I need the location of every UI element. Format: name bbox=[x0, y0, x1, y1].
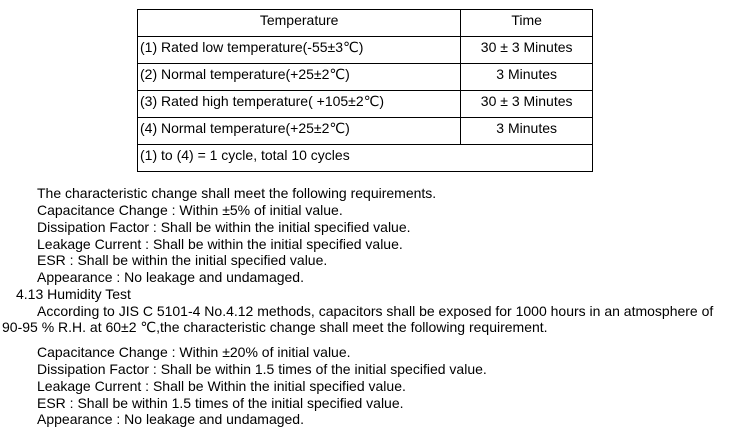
requirement-item: Dissipation Factor : Shall be within the initial specified value. bbox=[37, 219, 411, 235]
section-heading: 4.13 Humidity Test bbox=[16, 286, 131, 302]
humidity-requirement-item: Capacitance Change : Within ±20% of initial value. bbox=[37, 344, 351, 360]
row-temperature: (1) Rated low temperature(-55±3℃) bbox=[138, 37, 461, 64]
row-temperature: (4) Normal temperature(+25±2℃) bbox=[138, 118, 461, 145]
table-row bbox=[138, 91, 593, 118]
humidity-paragraph-line1: According to JIS C 5101-4 No.4.12 methods, capacitors shall be exposed for 1000 hours in an atmosphere of bbox=[37, 303, 714, 319]
row-time: 3 Minutes bbox=[461, 118, 593, 145]
requirement-item: Leakage Current : Shall be within the initial specified value. bbox=[37, 236, 403, 252]
humidity-requirement-item: Dissipation Factor : Shall be within 1.5 times of the initial specified value. bbox=[37, 361, 487, 377]
header-temperature: Temperature bbox=[138, 10, 461, 37]
row-temperature: (3) Rated high temperature( +105±2℃) bbox=[138, 91, 461, 118]
requirement-item: Capacitance Change : Within ±5% of initial value. bbox=[37, 202, 343, 218]
humidity-requirement-item: ESR : Shall be within 1.5 times of the initial specified value. bbox=[37, 395, 404, 411]
table-row bbox=[138, 64, 593, 91]
thermal-requirements-intro: The characteristic change shall meet the following requirements. bbox=[37, 185, 437, 201]
row-temperature: (2) Normal temperature(+25±2℃) bbox=[138, 64, 461, 91]
table-note-row bbox=[138, 145, 593, 172]
row-time: 3 Minutes bbox=[461, 64, 593, 91]
row-time: 30 ± 3 Minutes bbox=[461, 37, 593, 64]
cycle-note: (1) to (4) = 1 cycle, total 10 cycles bbox=[138, 145, 593, 172]
humidity-requirement-item: Appearance : No leakage and undamaged. bbox=[37, 411, 304, 427]
requirement-item: Appearance : No leakage and undamaged. bbox=[37, 269, 304, 285]
table-row bbox=[138, 37, 593, 64]
table-row bbox=[138, 118, 593, 145]
requirement-item: ESR : Shall be within the initial specified value. bbox=[37, 252, 328, 268]
table-header-row bbox=[138, 10, 593, 37]
temperature-cycle-table bbox=[137, 9, 593, 172]
humidity-paragraph-line2: 90-95 % R.H. at 60±2 ℃,the characteristic change shall meet the following requirement. bbox=[2, 319, 548, 335]
header-time: Time bbox=[461, 10, 593, 37]
row-time: 30 ± 3 Minutes bbox=[461, 91, 593, 118]
humidity-requirement-item: Leakage Current : Shall be Within the initial specified value. bbox=[37, 378, 406, 394]
